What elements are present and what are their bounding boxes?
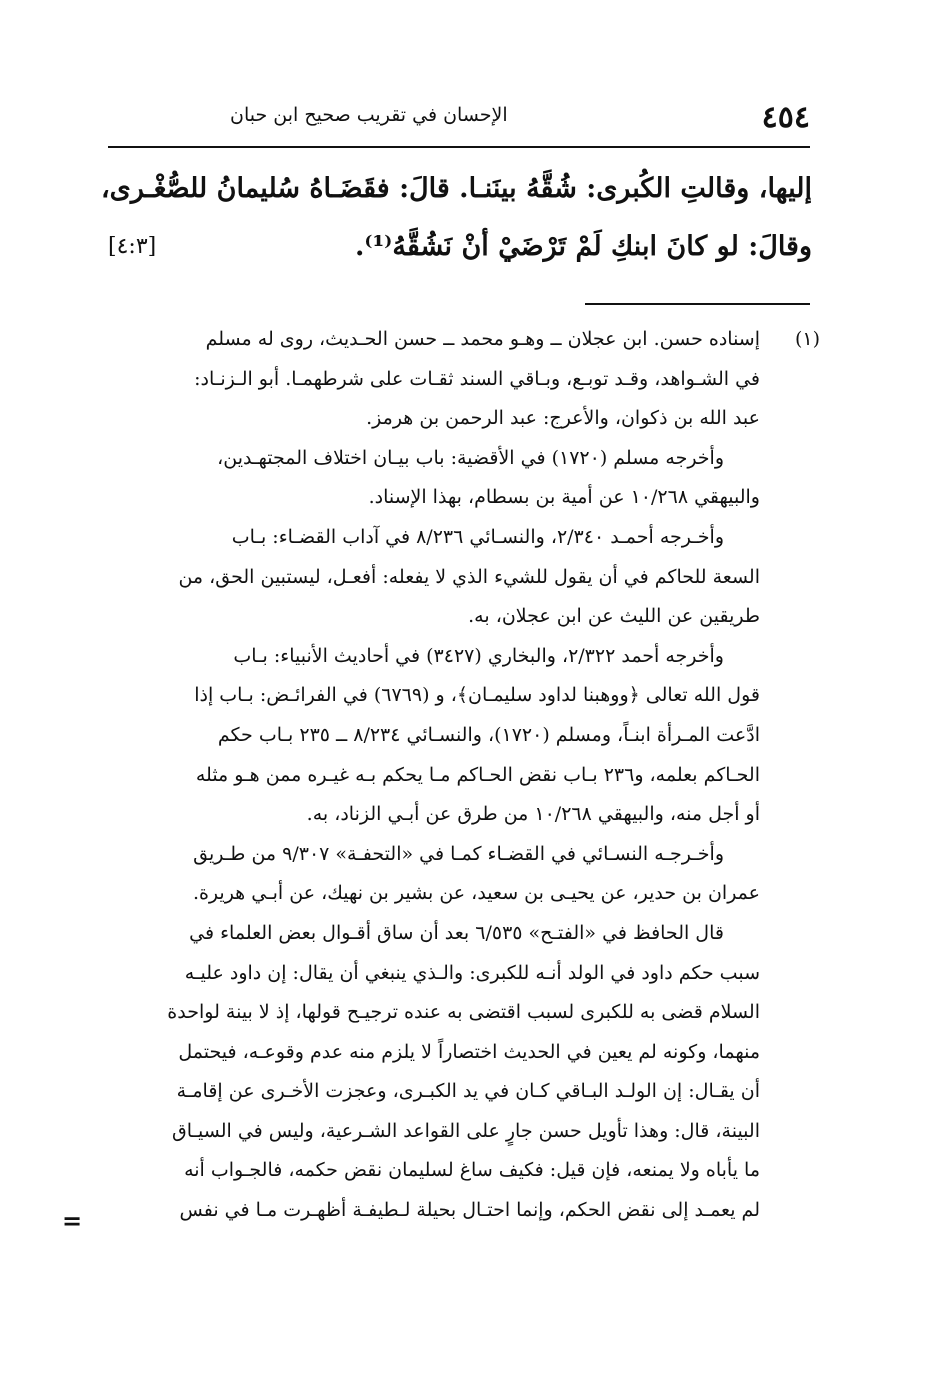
footnote-line: إسناده حسن. ابن عجلان ــ وهـو محمد ــ حسن الحـديث، روى له مسلم xyxy=(205,328,760,350)
main-text-line-1: إليها، وقالتِ الكُبرى: شُقَّهُ بينَنـا. قالَ: فقَضَـاهُ سُليمانُ للصُّغْـرى، xyxy=(100,173,812,204)
main-text-line-2-text: وقالَ: لو كانَ ابنكِ لَمْ تَرْضَيْ أنْ نَشُقَّهُ⁽¹⁾. xyxy=(355,231,812,262)
footnote-line: أن يقـال: إن الولـد البـاقي كـان في يد الكبـرى، وعجزت الأخـرى عن إقامـة xyxy=(176,1080,760,1103)
footnote-line: لم يعمـد إلى نقض الحكم، وإنما احتـال بحيلة لـطيفـة أظهـرت مـا في نفس xyxy=(179,1199,760,1222)
footnote-paragraph-3 xyxy=(100,518,760,637)
footnote-line: في الشـواهد، وقـد توبـع، وبـاقي السند ثقـات على شرطهمـا. أبو الـزنـاد: xyxy=(194,367,760,390)
footnote-line: عبد الله بن ذكوان، والأعرج: عبد الرحمن بن هرمز. xyxy=(366,407,760,430)
footnote-line: وأخـرجه أحمـد ٢/٣٤٠، والنسـائي ٨/٢٣٦ في آداب القضـاء: بـاب xyxy=(231,525,724,548)
footnote-block xyxy=(100,320,820,1231)
footnote-line: ادَّعت المـرأة ابنـاً، ومسلم (١٧٢٠)، والنسـائي ٨/٢٣٤ ــ ٢٣٥ بـاب حكم xyxy=(217,723,760,746)
footnote-line: الحـاكم بعلمه، و٢٣٦ بـاب نقض الحـاكم مـا يحكم بـه غيـره ممن هـو مثله xyxy=(195,763,760,786)
main-text-line-2 xyxy=(100,218,812,276)
hadith-reference: [٤:٣] xyxy=(108,234,157,259)
footnote-line: السلام قضى به للكبرى لسبب اقتضى به عنده ترجيـح قولها، إذ لا بينة لواحدة xyxy=(167,1001,760,1024)
footnote-line: وأخـرجـه النسـائي في القضـاء كمـا في «التحفـة» ٩/٣٠٧ من طـريق xyxy=(193,842,724,865)
footnote-paragraph-4 xyxy=(100,637,760,835)
main-text xyxy=(100,160,812,276)
footnote-separator xyxy=(585,303,810,305)
page-header xyxy=(110,96,810,138)
footnote-line: السعة للحاكم في أن يقول للشيء الذي لا يفعله: أفعـل، ليستبين الحق، من xyxy=(178,565,760,588)
footnote-line: سبب حكم داود في الولد أنـه للكبرى: والـذي ينبغي أن يقال: إن داود عليـه xyxy=(184,961,760,984)
footnote-line: قول الله تعالى ﴿ووهبنا لداود سليمـان﴾، و (٦٧٦٩) في الفرائـض: بـاب إذا xyxy=(194,684,760,707)
footnote-paragraph-1 xyxy=(100,320,760,439)
footnote-body xyxy=(100,320,760,1231)
footnote-paragraph-6 xyxy=(100,914,760,1231)
footnote-line: أو أجل منه، والبيهقي ١٠/٢٦٨ من طرق عن أبـي الزناد، به. xyxy=(306,803,760,826)
header-rule xyxy=(108,146,810,148)
footnote-line: ما يأباه ولا يمنعه، فإن قيل: فكيف ساغ لسليمان نقض حكمه، فالجـواب أنه xyxy=(184,1159,760,1182)
footnote-line: البينة، قال: وهذا تأويل حسن جارٍ على القواعد الشـرعية، وليس في السيـاق xyxy=(171,1119,760,1142)
footnote-line: طريقين عن الليث عن ابن عجلان، به. xyxy=(468,605,760,628)
footnote-paragraph-2 xyxy=(100,439,760,518)
page-number: ٤٥٤ xyxy=(761,100,810,135)
footnote-line: عمران بن حدير، عن يحيـى بن سعيد، عن بشير بن نهيك، عن أبـي هريرة. xyxy=(192,882,760,905)
footnote-line: وأخرجه مسلم (١٧٢٠) في الأقضية: باب بيـان اختلاف المجتهـدين، xyxy=(217,446,724,469)
footnote-line: قال الحافظ في «الفتـح» ٦/٥٣٥ بعد أن ساق أقـوال بعض العلماء في xyxy=(189,921,724,944)
footnote-paragraph-5 xyxy=(100,835,760,914)
running-title: الإحسان في تقريب صحيح ابن حبان xyxy=(230,104,508,126)
footnote-line: منهما، وكونه لم يعين في الحديث اختصاراً لا يلزم منه عدم وقوعـه، فيحتمل xyxy=(178,1040,760,1063)
continuation-mark: = xyxy=(62,1206,83,1235)
footnote-line: وأخرجه أحمد ٢/٣٢٢، والبخاري (٣٤٢٧) في أحاديث الأنبياء: بـاب xyxy=(233,644,724,667)
footnote-marker: (١) xyxy=(794,328,820,350)
footnote-line: والبيهقي ١٠/٢٦٨ عن أمية بن بسطام، بهذا الإسناد. xyxy=(368,486,760,509)
